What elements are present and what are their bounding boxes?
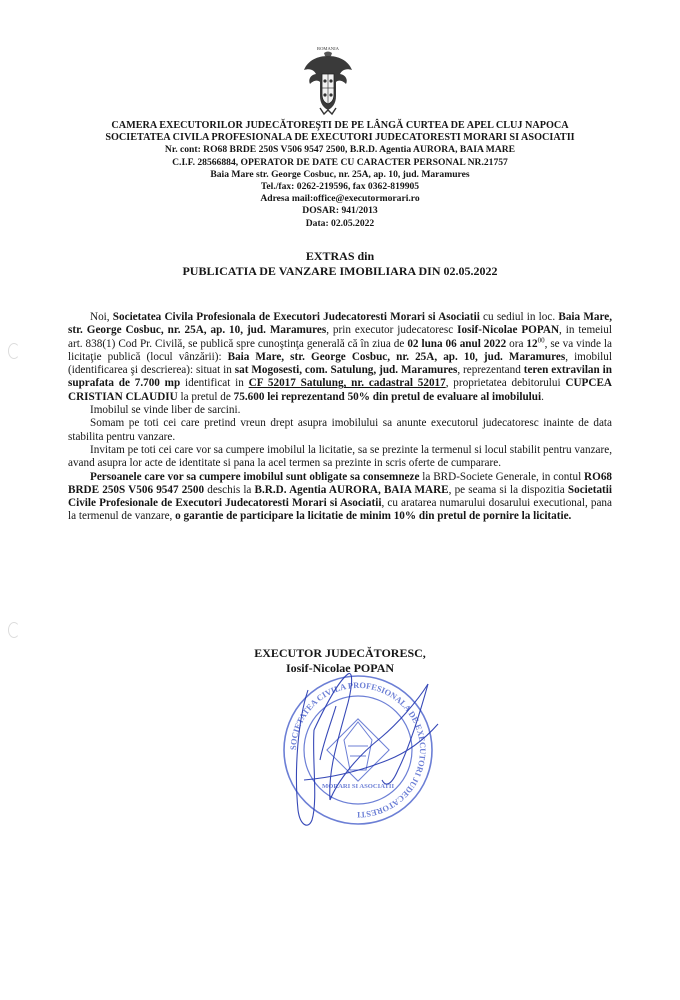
stamp-and-signature [268,660,448,840]
chamber-name: CAMERA EXECUTORILOR JUDECĂTOREŞTI DE PE LÂNGĂ CURTEA DE APEL CLUJ NAPOCA [111,120,569,131]
tax-id: C.I.F. 28566884, OPERATOR DE DATE CU CARACTER PERSONAL NR.21757 [172,156,508,168]
title-line-2: PUBLICATIA DE VANZARE IMOBILIARA DIN 02.05.2022 [182,264,498,278]
file-number: DOSAR: 941/2013 [302,205,378,217]
coat-of-arms-icon [300,44,356,116]
emblem-caption: ROMANIA [317,46,339,51]
document-date: Data: 02.05.2022 [305,217,375,229]
paragraph-announcement: Noi, Societatea Civila Profesionala de Executori Judecatoresti Morari si Asociatii cu sediul in loc. Baia Mare, str. George Cosbuc, nr. 25A, ap. 10, jud. Maramures, prin executor judecatoresc Iosif-Nicolae POPAN, in temeiul art. 838(1) Cod Pr. Civilă, se publică spre cunoştinţa generală că în ziua de 02 luna 06 anul 2022 ora $12^{00}$, se va vinde la licitaţie publică (locul vânzării): Baia Mare, str. George Cosbuc, nr. 25A, ap. 10, jud. Maramures, imobilul (identificarea şi descrierea): situat in sat Mogosesti, com. Satulung, jud. Maramures, reprezentand teren extravilan in suprafata de 7.700 mp identificat in CF 52017 Satulung, nr. cadastral 52017, proprietatea debitorului CUPCEA CRISTIAN CLAUDIU la pretul de 75.600 lei reprezentand 50% din pretul de evaluare al imobilului. [68,311,613,403]
email-address: Adresa mail:office@executormorari.ro [260,193,420,205]
office-name: SOCIETATEA CIVILA PROFESIONALA DE EXECUTORI JUDECATORESTI MORARI SI ASOCIATII [105,132,575,144]
title-line-1: EXTRAS din [305,249,375,263]
paragraph-guarantee: Persoanele care vor sa cumpere imobilul sunt obligate sa consemneze la BRD-Societe Generale, in contul RO68 BRDE 250S V506 9547 2500 deschis la B.R.D. Agentia AURORA, BAIA MARE, pe seama si la dispozitia Societatii Civile Profesionale de Executori Judecatoresti Morari si Asociatii, cu aratarea numarului dosarului executional, pana la termenul de vanzare, o garantie de participare la licitatie de minim 10% din pretul de pornire la licitatie. [68,470,613,523]
letterhead [60,120,620,230]
phone-fax: Tel./fax: 0262-219596, fax 0362-819905 [260,181,420,193]
scan-mark [8,343,20,359]
signature-block [220,646,460,676]
paragraph-encumbrances: Imobilul se vinde liber de sarcini. [90,404,241,417]
signatory-name: Iosif-Nicolae POPAN [285,661,395,675]
office-address: Baia Mare str. George Cosbuc, nr. 25A, ap. 10, jud. Maramures [210,168,470,180]
bank-account: Nr. cont: RO68 BRDE 250S V506 9547 2500, B.R.D. Agentia AURORA, BAIA MARE [164,144,516,156]
paragraph-summons: Somam pe toti cei care pretind vreun drept asupra imobilului sa anunte executorul judecatoresc inainte de data stabilita pentru vanzare. [68,417,612,443]
scan-mark [8,622,20,638]
stamp-ring-text: SOCIETATEA CIVILA PROFESIONALA DE EXECUTORI JUDECATORESTI [288,680,428,820]
signatory-title: EXECUTOR JUDECĂTORESC, [254,646,426,660]
document-body [68,311,612,524]
stamp-inner-text: MORARI SI ASOCIATII [321,783,395,790]
paragraph-invitation: Invitam pe toti cei care vor sa cumpere imobilul la licitatie, sa se prezinte la termenul si locul stabilit pentru vanzare, avand asupra lor acte de identitate si pana la acel termen sa prezinte in scris oferte de cumparare. [68,443,612,470]
document-title [60,249,620,279]
